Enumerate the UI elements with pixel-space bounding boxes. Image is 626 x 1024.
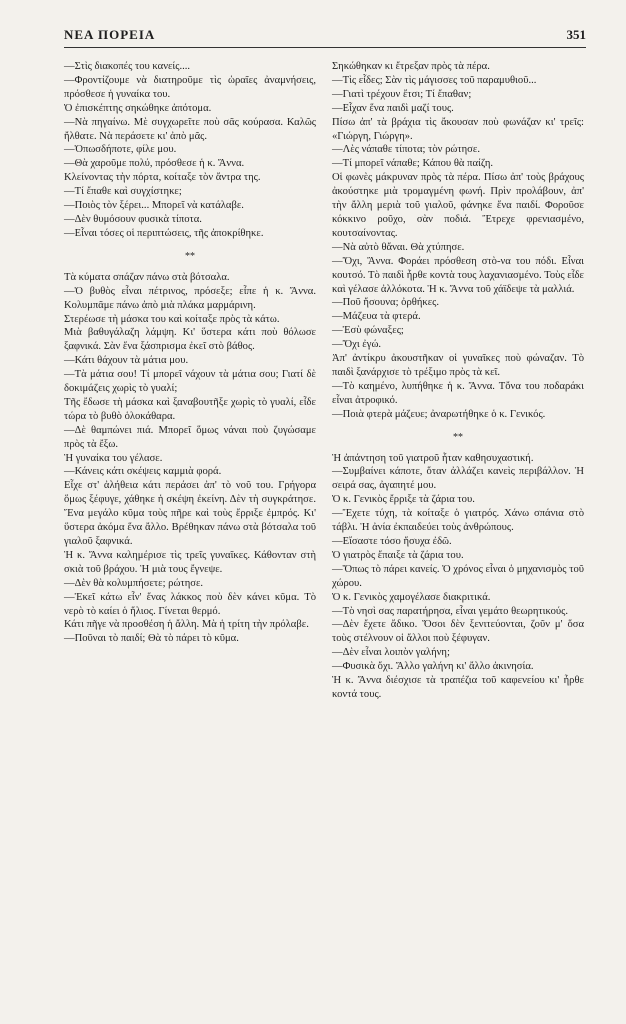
paragraph: Πίσω ἀπ' τὰ βράχια τὶς ἄκουσαν ποὺ φωνάζαν κι' τρεῖς: «Γιώργη, Γιώργη».: [332, 116, 584, 142]
paragraph: —Ὄχι, Ἄννα. Φοράει πρόσθεση στὸ-να του πόδι. Εἶναι κουτσό. Τὸ παιδὶ ἦρθε κοντὰ τους λαχανιασμένο. Τοὺς εἶδε καὶ γέλασε ἀλλόκοτα. Ἡ κ. Ἄννα τοῦ χάϊδεψε τὰ μαλλιά.: [332, 255, 584, 295]
paragraph: Οἱ φωνὲς μάκρυναν πρὸς τὰ πέρα. Πίσω ἀπ' τοὺς βράχους ἀκούστηκε μιὰ τρομαγμένη φωνή. Πρὶν προλάβουν, ἀπ' τὴν ἄλλη μεριὰ τοῦ γιαλοῦ, φάνηκε ἕνα παιδί. Φοροῦσε κόκκινο ροῦχο, σὰν ποδιά. Ἔτρεχε φρενιασμένο, κουτσαίνοντας.: [332, 172, 584, 239]
paragraph: Ὁ κ. Γενικὸς ἔρριξε τὰ ζάρια του.: [332, 494, 475, 506]
paragraph: —Τὸ καημένο, λυπήθηκε ἡ κ. Ἄννα. Τὄνα του ποδαράκι εἶναι ἀτροφικό.: [332, 380, 584, 406]
paragraph: Κλείνοντας τὴν πόρτα, κοίταξε τὸν ἄντρα της.: [64, 172, 261, 184]
paragraph: Ὁ κ. Γενικὸς χαμογέλασε διακριτικά.: [332, 591, 491, 603]
paragraph: —Εἶχαν ἕνα παιδὶ μαζί τους.: [332, 102, 454, 114]
paragraph: —Τὸ νησὶ σας παρατήρησα, εἶναι γεμάτο θεωρητικούς.: [332, 605, 569, 617]
paragraph: —Ποιὸς τὸν ξέρει... Μπορεῖ νὰ κατάλαβε.: [64, 200, 244, 212]
paragraph: —Τὶς εἶδες; Σὰν τὶς μάγισσες τοῦ παραμυθιοῦ...: [332, 74, 537, 86]
paragraph: Ὁ ἐπισκέπτης σηκώθηκε ἀπότομα.: [64, 102, 212, 114]
paragraph: —Ποιὰ φτερὰ μάζευε; ἀναρωτήθηκε ὁ κ. Γενικός.: [332, 408, 546, 420]
paragraph: —Τὰ μάτια σου! Τί μπορεῖ νάχουν τὰ μάτια σου; Γιατί δὲ δοκιμάζεις χωρὶς τὸ γυαλί;: [64, 369, 316, 395]
section-separator: **: [453, 431, 463, 443]
left-column: [64, 60, 316, 646]
paragraph: —Θὰ χαροῦμε πολύ, πρόσθεσε ἡ κ. Ἄννα.: [64, 158, 245, 170]
running-header: [64, 27, 586, 48]
paragraph: —Δὲν ἔχετε ἄδικο. Ὅσοι δὲν ξενιτεύονται, ζοῦν μ' ὅσα τοὺς στέλνουν οἱ ἄλλοι ποὺ ξέφυγαν.: [332, 619, 584, 645]
paragraph: —Δὲν εἶναι λοιπὸν γαλήνη;: [332, 647, 450, 659]
paragraph: —Κάτι θάχουν τὰ μάτια μου.: [64, 355, 189, 367]
right-column: [332, 60, 584, 702]
paragraph: Ἡ κ. Ἄννα διέσχισε τὰ τραπέζια τοῦ καφενείου κι' ἦρθε κοντά τους.: [332, 675, 584, 700]
paragraph: —Τί ἔπαθε καὶ συγχίστηκε;: [64, 186, 182, 198]
paragraph: Τὰ κύματα σπάζαν πάνω στὰ βότσαλα.: [64, 271, 230, 283]
paragraph: —Ὁπωσδήποτε, φίλε μου.: [64, 144, 177, 156]
paragraph: —Ἐσὺ φώναξες;: [332, 325, 404, 337]
paragraph: —Νὰ πηγαίνω. Μὲ συγχωρεῖτε ποὺ σᾶς κούρασα. Καλῶς ἤλθατε. Νὰ περάσετε κι' ἀπὸ μᾶς.: [64, 116, 316, 142]
paragraph: Ἡ ἀπάντηση τοῦ γιατροῦ ἦταν καθησυχαστική.: [332, 452, 534, 464]
section-separator: **: [185, 250, 195, 262]
paragraph: —Φροντίζουμε νὰ διατηροῦμε τὶς ὡραῖες ἀναμνήσεις, πρόσθεσε ἡ γυναίκα του.: [64, 74, 316, 100]
paragraph: —Φυσικὰ ὄχι. Ἄλλο γαλήνη κι' ἄλλο ἀκινησία.: [332, 661, 534, 673]
paragraph: Ἡ γυναίκα του γέλασε.: [64, 452, 163, 464]
paragraph: —Δὲν θὰ κολυμπήσετε; ρώτησε.: [64, 577, 204, 589]
paragraph: —Νὰ αὐτὸ θἄναι. Θὰ χτύπησε.: [332, 241, 465, 253]
paragraph: —Ὁ βυθὸς εἶναι πέτρινος, πρόσεξε; εἶπε ἡ κ. Ἄννα. Κολυμπᾶμε πάνω ἀπὸ μιὰ πλάκα μαρμάρινη.: [64, 285, 316, 311]
paragraph: —Ἐκεῖ κάτω εἶν' ἕνας λάκκος ποὺ δὲν κάνει κῦμα. Τὸ νερὸ τὸ καίει ὁ ἥλιος. Γίνεται θερμό.: [64, 591, 316, 617]
paragraph: —Λὲς νάπαθε τίποτα; τὸν ρώτησε.: [332, 144, 480, 156]
paragraph: Ἡ κ. Ἄννα καλημέρισε τὶς τρεῖς γυναῖκες. Κάθονταν στὴ σκιὰ τοῦ βράχου. Ἡ μιὰ τους ἔγνεψε.: [64, 549, 316, 575]
paragraph: —Κάνεις κάτι σκέψεις καμμιὰ φορά.: [64, 466, 222, 478]
paragraph: —Μάζευα τὰ φτερά.: [332, 311, 421, 323]
paragraph: —Τί μπορεῖ νάπαθε; Κάπου θὰ παίζη.: [332, 158, 494, 170]
journal-title: ΝΕΑ ΠΟΡΕΙΑ: [64, 27, 156, 42]
paragraph: Ἀπ' ἀντίκρυ ἀκουστῆκαν οἱ γυναῖκες ποὺ φώναζαν. Τὸ παιδὶ ξανάρχισε τὸ τρέξιμο πρὸς τὰ κεῖ.: [332, 353, 584, 378]
paragraph: —Στὶς διακοπές του κανείς....: [64, 61, 191, 72]
paragraph: —Εἴσαστε τόσο ἥσυχα ἐδῶ.: [332, 536, 452, 547]
paragraph: —Συμβαίνει κάποτε, ὅταν ἀλλάζει κανεὶς περιβάλλον. Ἡ σειρά σας, ἀγαπητέ μου.: [332, 466, 584, 492]
paragraph: Σηκώθηκαν κι ἔτρεξαν πρὸς τὰ πέρα.: [332, 61, 490, 72]
paragraph: —Δὲ θαμπώνει πιά. Μπορεῖ ὅμως νάναι ποὺ ζυγώσαμε πρὸς τὰ ἔξω.: [64, 424, 316, 450]
paragraph: —Ὅπως τὸ πάρει κανείς. Ὁ χρόνος εἶναι ὁ μηχανισμὸς τοῦ χώρου.: [332, 563, 584, 589]
paragraph: —Ἔχετε τύχη, τὰ κοίταξε ὁ γιατρός. Χάνω σπάνια στὸ τάβλι. Ἡ ἀνία ἐκπαιδεύει τοὺς ἀνθρώπους.: [332, 508, 584, 534]
paragraph: —Γιατὶ τρέχουν ἔτσι; Τί ἔπαθαν;: [332, 88, 472, 100]
paragraph: —Ὄχι ἐγώ.: [332, 339, 382, 351]
paragraph: Κάτι πῆγε νὰ προσθέση ἡ ἄλλη. Μὰ ἡ τρίτη τὴν πρόλαβε.: [64, 619, 309, 631]
paragraph: Στερέωσε τὴ μάσκα του καὶ κοίταξε πρὸς τὰ κάτω.: [64, 313, 280, 325]
paragraph: Μιὰ βαθυγάλαζη λάμψη. Κι' ὕστερα κάτι ποὺ θόλωσε ξαφνικά. Σὰν ἕνα ξάσπρισμα ἐκεῖ στὸ βάθος.: [64, 327, 316, 353]
paragraph: Ὁ γιατρὸς ἔπαιξε τὰ ζάρια του.: [332, 549, 464, 561]
paragraph: —Ποῦ ἤσουνα; ὀρθήκες.: [332, 297, 439, 309]
paragraph: —Δὲν θυμόσουν φυσικὰ τίποτα.: [64, 213, 202, 225]
paragraph: Τῆς ἔδωσε τὴ μάσκα καὶ ξαναβουτῆξε χωρὶς τὸ γυαλί, εἶδε τώρα τὸ βυθὸ ὁλοκάθαρα.: [64, 396, 316, 422]
page-number: 351: [566, 27, 586, 42]
paragraph: Εἶχε στ' ἀλήθεια κάτι περάσει ἀπ' τὸ νοῦ του. Γρήγορα ὅμως ξέφυγε, χάθηκε ἡ σκέψη ἐκείνη. Δὲν τὴ συγκράτησε. Ἕνα μεγάλο κῦμα τοὺς πῆρε καὶ τοὺς ἔρριξε ἐμπρός. Κι' ὕστερα ἀκόμα ἕνα ἄλλο. Βρέθηκαν πάνω στὰ βότσαλα τοῦ γιαλοῦ ξαφνικά.: [64, 480, 316, 547]
paragraph: —Ποῦναι τὸ παιδί; Θὰ τὸ πάρει τὸ κῦμα.: [64, 633, 239, 645]
paragraph: —Εἶναι τόσες οἱ περιπτώσεις, τῆς ἀποκρίθηκε.: [64, 227, 264, 239]
